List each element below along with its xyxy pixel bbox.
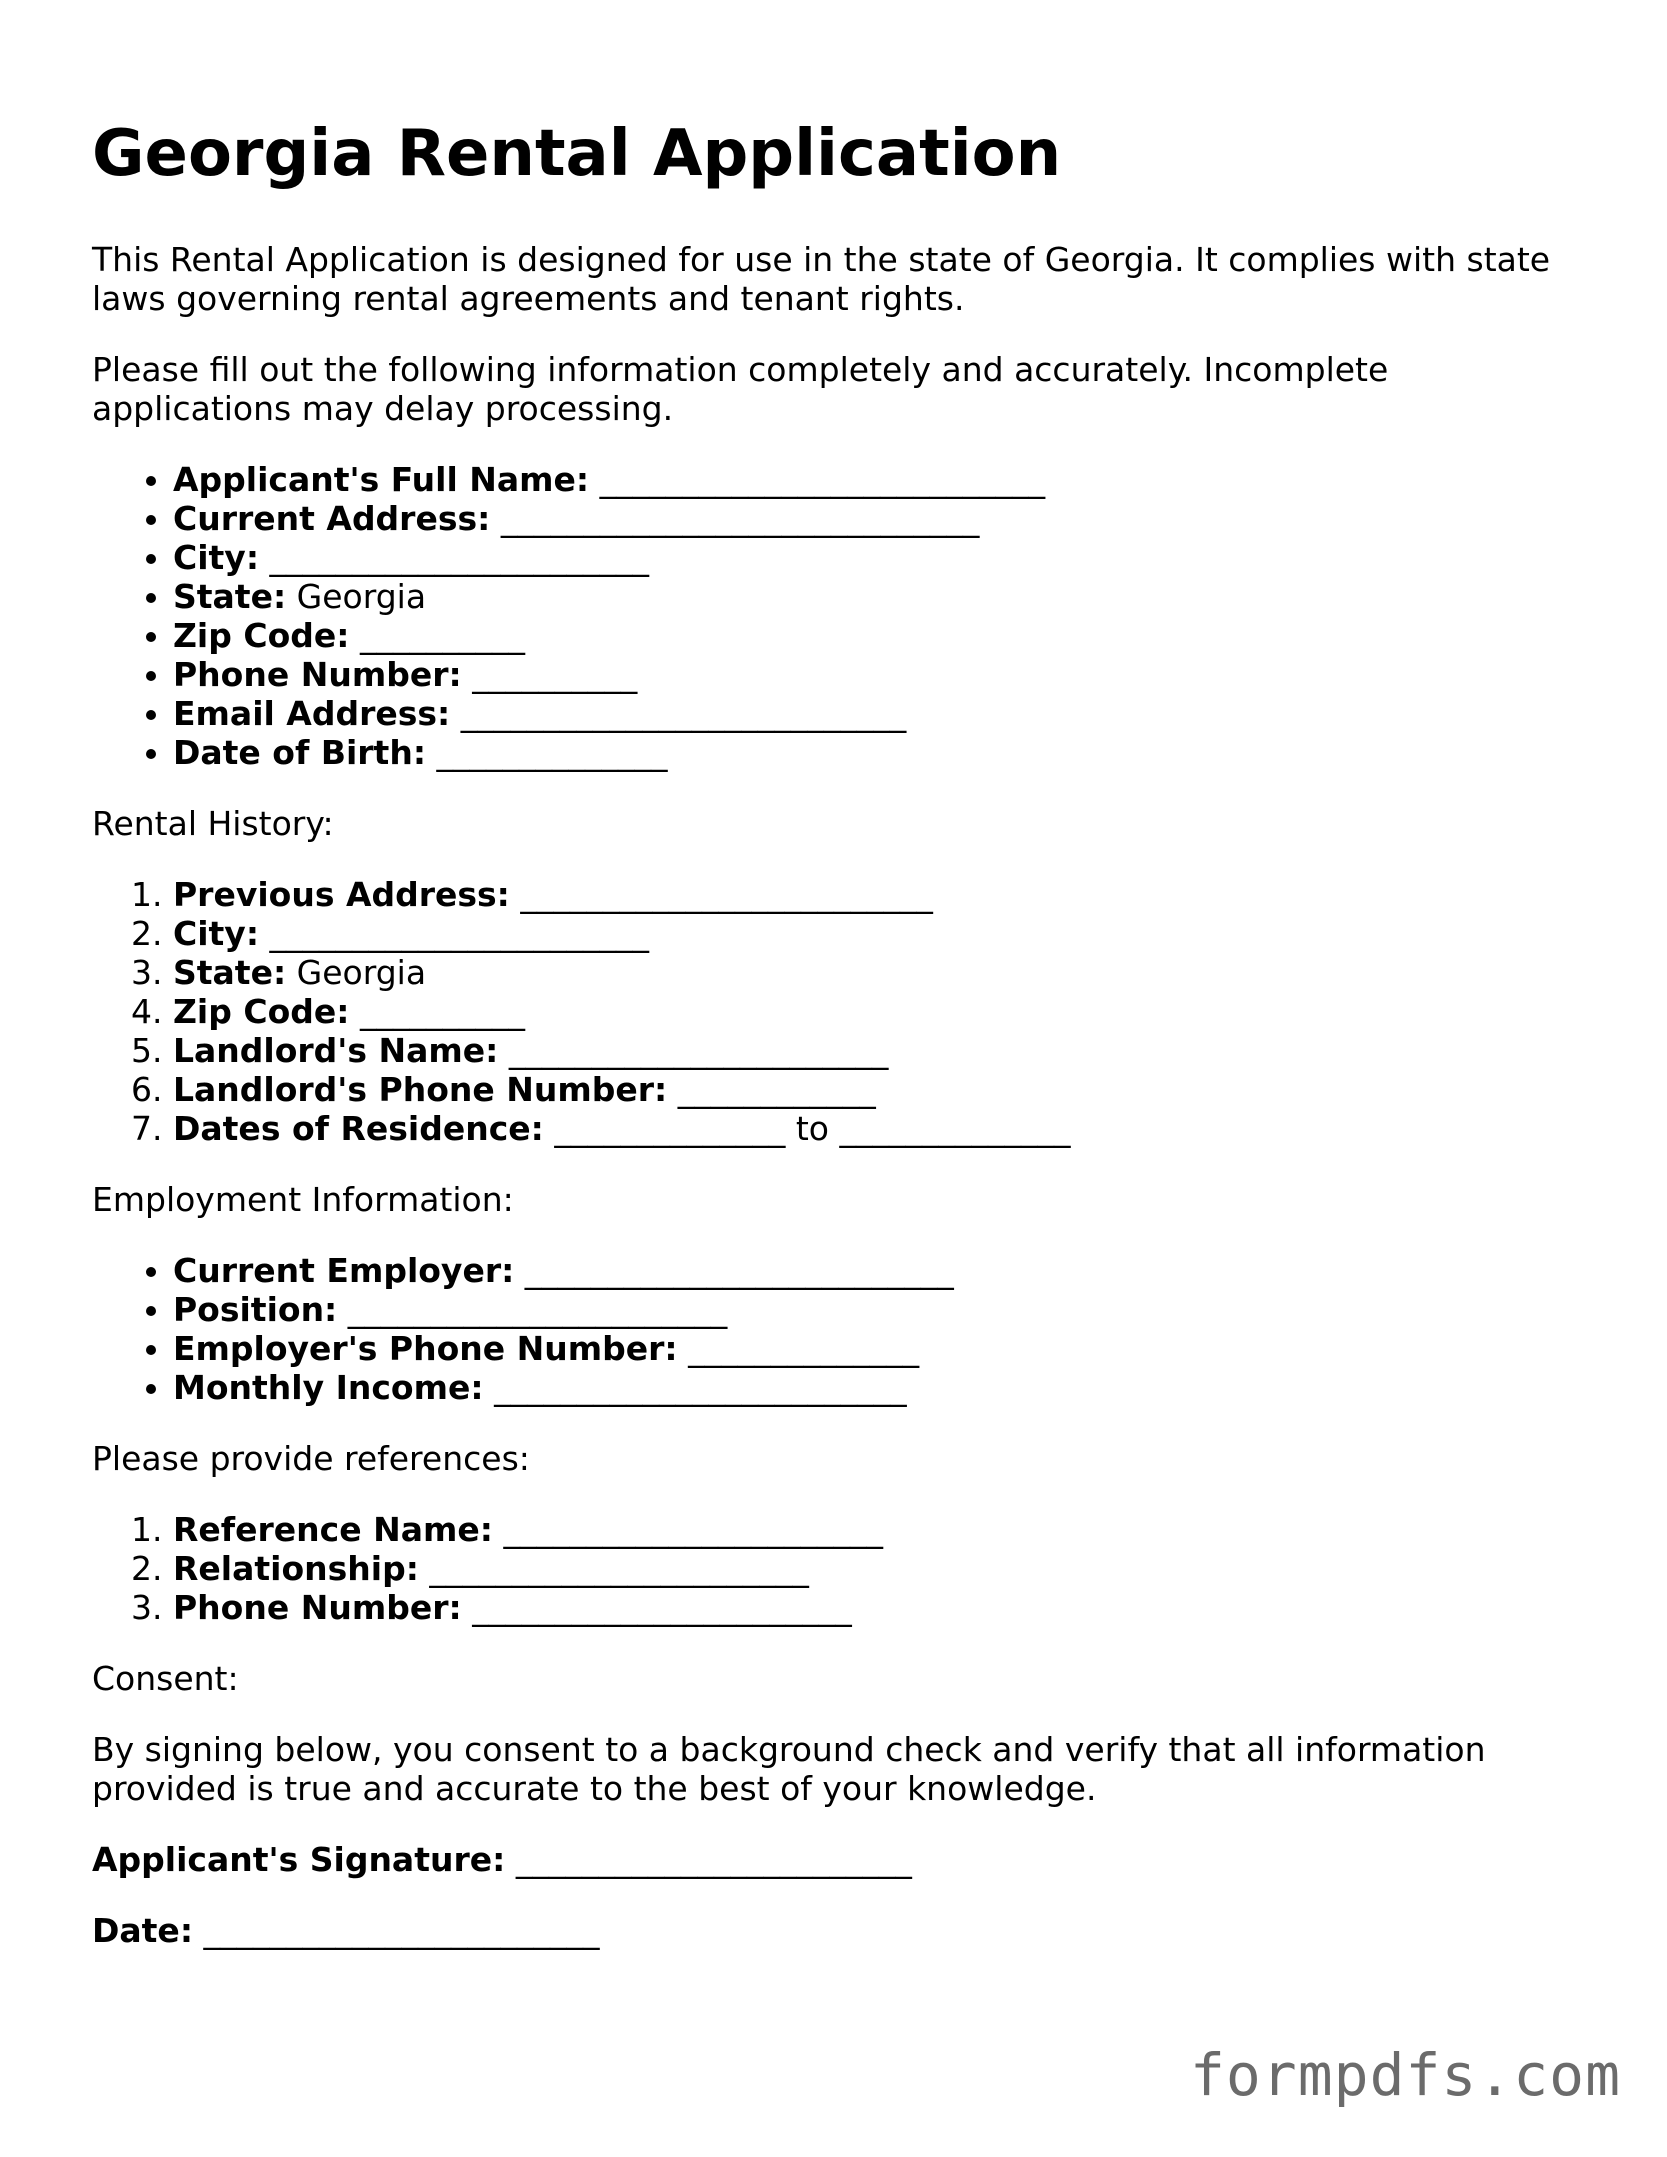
fill-in-blank[interactable]: _______________________ [429,1549,809,1588]
page-title: Georgia Rental Application [92,117,1062,191]
field-label: Applicant's Full Name: [173,460,590,499]
fill-in-blank[interactable]: __________ [359,992,525,1031]
field-label: Phone Number: [173,1588,462,1627]
list-item [173,1290,1572,1329]
field-value: Georgia [296,953,427,992]
fill-in-blank[interactable]: ______________ [688,1329,920,1368]
list-item [173,460,1572,499]
rental-history-heading: Rental History: [92,804,334,843]
signature-line [92,1840,1572,1879]
fill-in-blank[interactable]: ______________ to ______________ [554,1109,1071,1148]
list-item [173,733,1572,772]
fill-in-blank[interactable]: _______________________ [269,538,650,577]
watermark-text: formpdfs.com [1189,2041,1621,2109]
fill-in-blank[interactable]: _____________________________ [500,499,980,538]
fill-in-blank[interactable]: ___________________________ [460,694,907,733]
fill-in-blank[interactable]: _______________________ [269,914,650,953]
field-label: Reference Name: [173,1510,493,1549]
list-item [173,1549,1572,1588]
references-list [92,1510,1572,1627]
field-value: Georgia [296,577,427,616]
rental-history-list [92,875,1572,1148]
list-item [173,914,1572,953]
list-item [173,1510,1572,1549]
field-label: City: [173,914,260,953]
field-label: Relationship: [173,1549,419,1588]
list-item [173,1368,1572,1407]
list-item [173,499,1572,538]
list-item [173,1251,1572,1290]
field-label: Monthly Income: [173,1368,484,1407]
employment-list [92,1251,1572,1407]
fill-in-blank[interactable]: _________________________ [494,1368,907,1407]
fill-in-blank[interactable]: ______________ [436,733,668,772]
references-heading: Please provide references: [92,1439,530,1478]
employment-heading: Employment Information: [92,1180,514,1219]
field-label: Date of Birth: [173,733,427,772]
list-item [173,1109,1572,1148]
fill-in-blank[interactable]: ____________ [677,1070,876,1109]
field-label: City: [173,538,260,577]
document-page [92,110,1572,1982]
date-label: Date: [92,1911,194,1950]
applicant-info-list [92,460,1572,772]
fill-in-blank[interactable]: _______________________ [472,1588,852,1627]
field-label: Dates of Residence: [173,1109,544,1148]
list-item [173,953,1572,992]
fill-in-blank[interactable]: _______________________ [503,1510,883,1549]
field-label: Previous Address: [173,875,510,914]
list-item [173,538,1572,577]
fill-in-blank[interactable]: __________________________ [524,1251,954,1290]
field-label: Landlord's Name: [173,1031,499,1070]
field-label: Current Employer: [173,1251,515,1290]
list-item [173,1588,1572,1627]
fill-in-blank[interactable]: __________ [472,655,638,694]
fill-in-blank[interactable]: _________________________ [520,875,933,914]
consent-text: By signing below, you consent to a background check and verify that all information provided is true and accurate to the best of your knowledge. [92,1730,1486,1808]
fill-in-blank[interactable]: _______________________ [508,1031,889,1070]
list-item [173,577,1572,616]
instructions-paragraph: Please fill out the following information completely and accurately. Incomplete applications may delay processing. [92,350,1389,428]
field-label: Current Address: [173,499,491,538]
list-item [173,655,1572,694]
signature-label: Applicant's Signature: [92,1840,506,1879]
signature-blank[interactable]: ________________________ [515,1840,912,1879]
field-label: State: [173,953,287,992]
field-label: Email Address: [173,694,451,733]
list-item [173,694,1572,733]
list-item [173,616,1572,655]
list-item [173,1031,1572,1070]
field-label: Landlord's Phone Number: [173,1070,668,1109]
field-label: Zip Code: [173,992,350,1031]
field-label: Phone Number: [173,655,462,694]
fill-in-blank[interactable]: __________ [359,616,525,655]
field-label: Zip Code: [173,616,350,655]
field-label: Position: [173,1290,338,1329]
consent-heading: Consent: [92,1659,239,1698]
fill-in-blank[interactable]: ___________________________ [599,460,1046,499]
field-label: Employer's Phone Number: [173,1329,678,1368]
fill-in-blank[interactable]: _______________________ [347,1290,728,1329]
date-line [92,1911,1572,1950]
field-label: State: [173,577,287,616]
date-blank[interactable]: ________________________ [203,1911,600,1950]
list-item [173,875,1572,914]
intro-paragraph: This Rental Application is designed for use in the state of Georgia. It complies with state laws governing rental agreements and tenant rights. [92,240,1551,318]
list-item [173,1070,1572,1109]
list-item [173,992,1572,1031]
list-item [173,1329,1572,1368]
